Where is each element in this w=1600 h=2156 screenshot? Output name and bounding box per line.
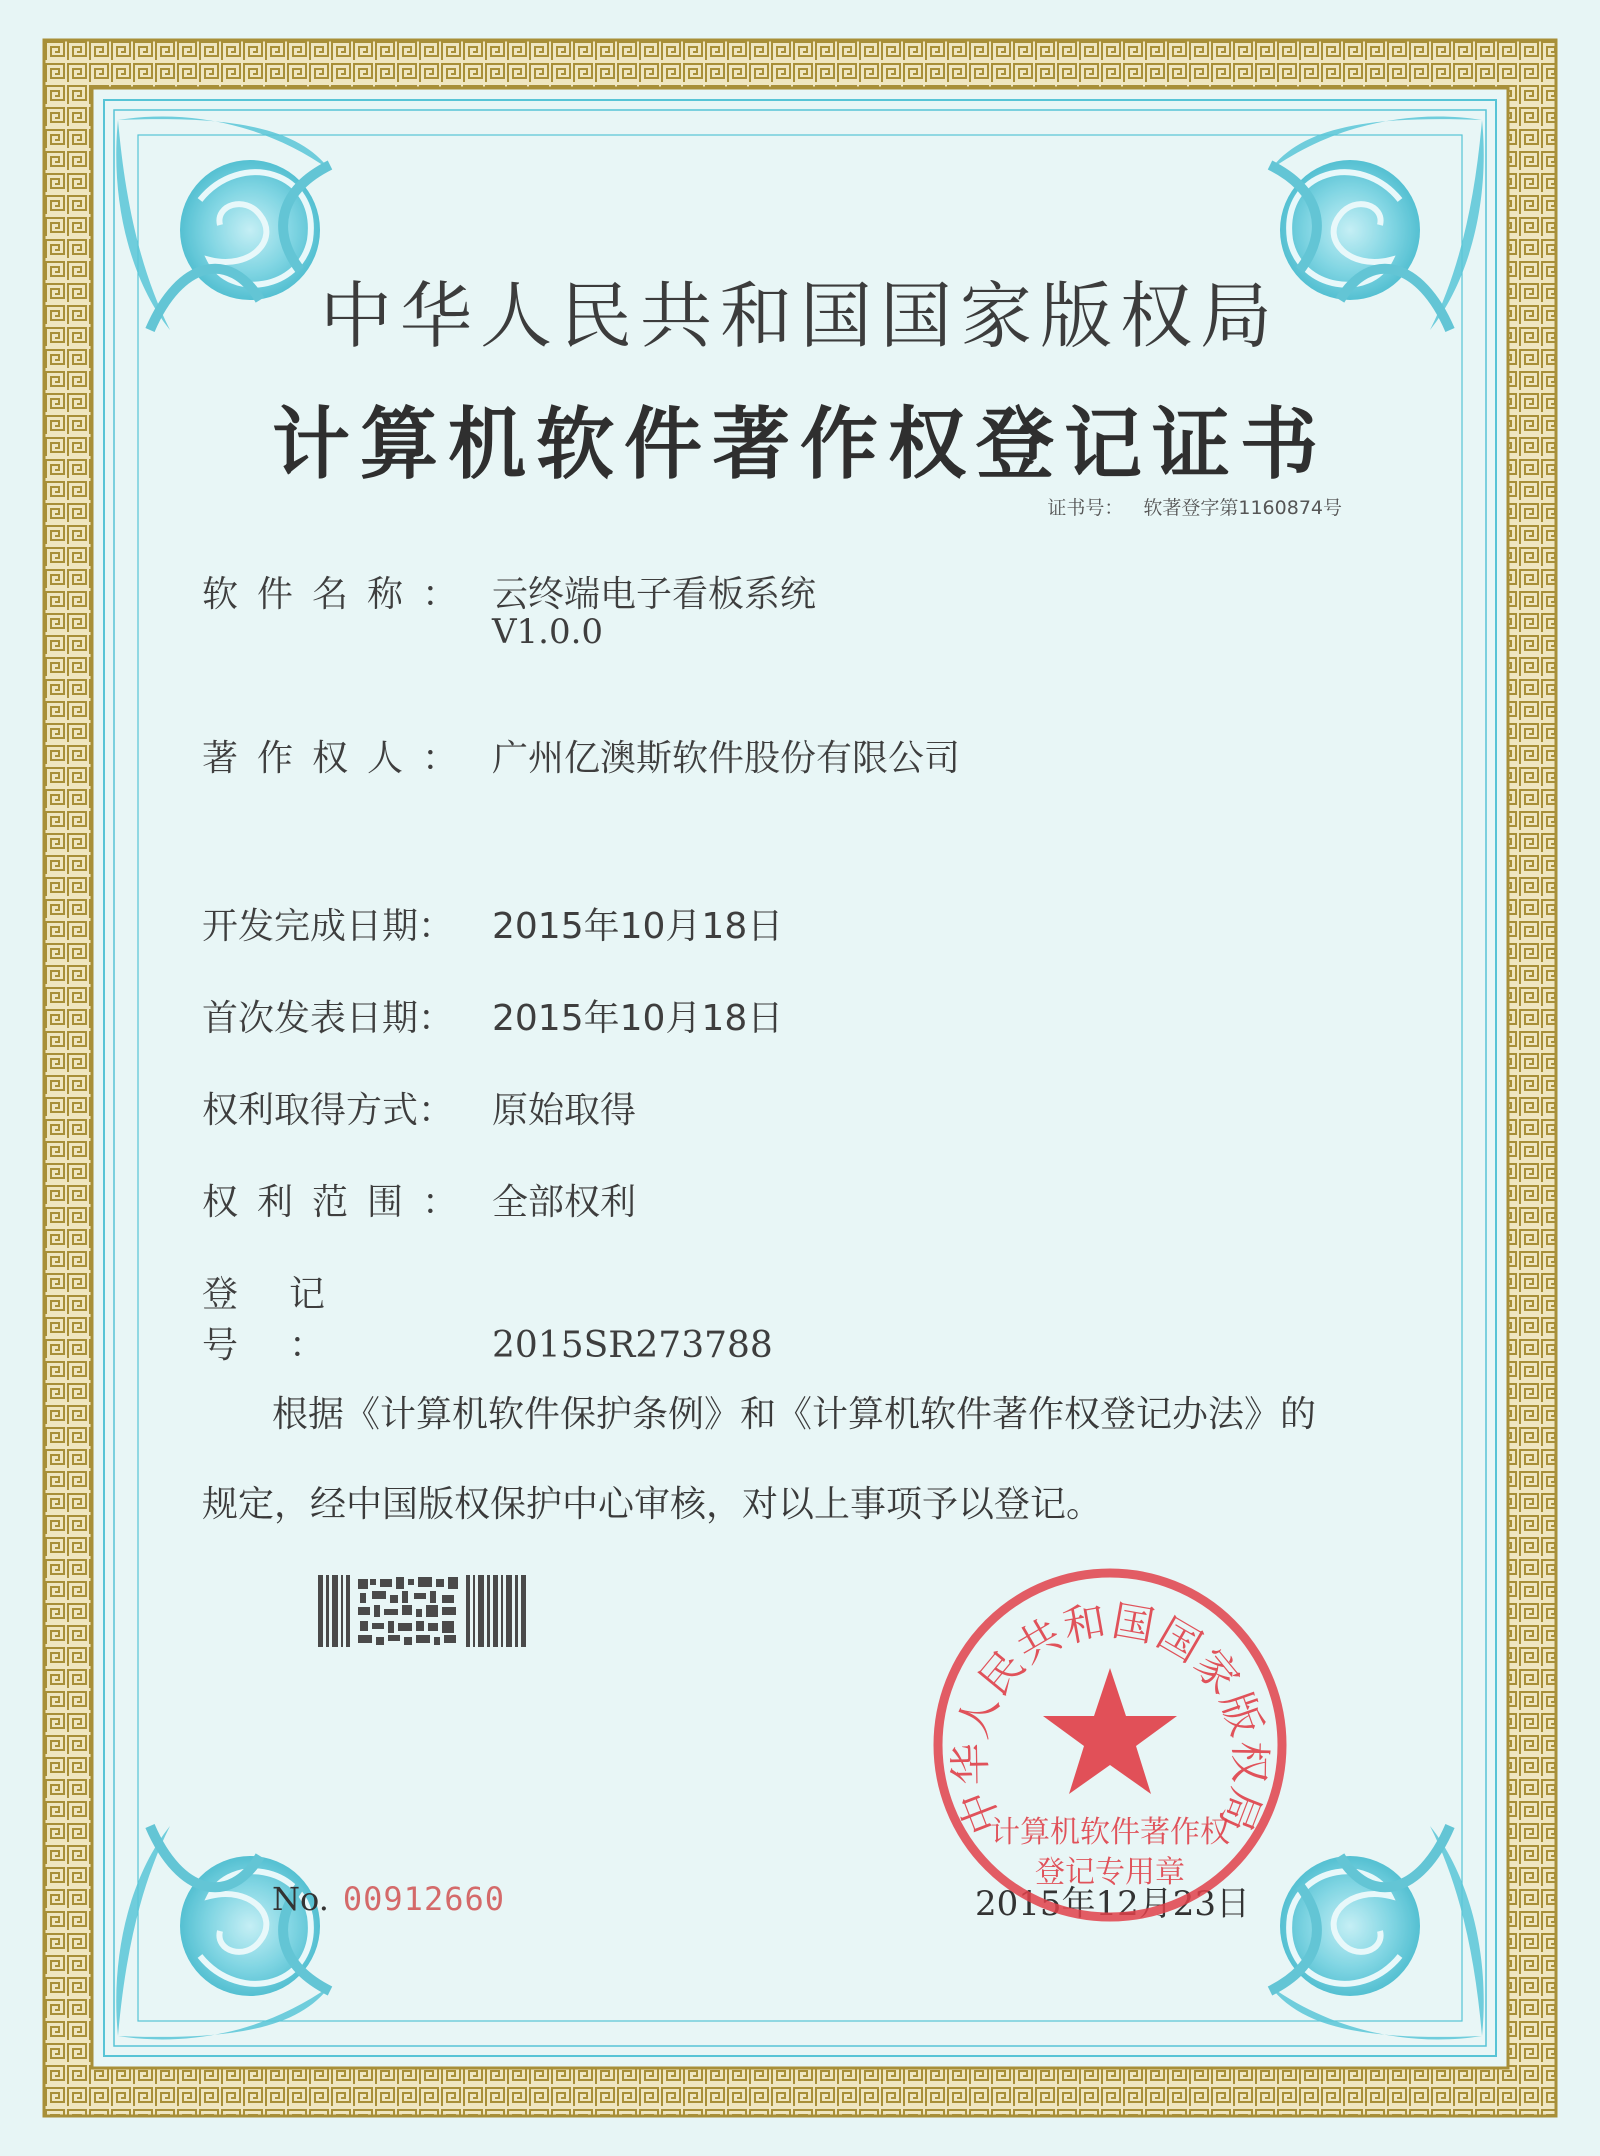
registration-label: 登记号： [202,1274,377,1366]
seal-line-2: 登记专用章 [1035,1855,1185,1890]
body-text-line-1: 根据《计算机软件保护条例》和《计算机软件著作权登记办法》的 [272,1394,1317,1435]
owner-label: 著作权人： [202,738,459,779]
serial-number [272,1880,505,1918]
barcode [318,1575,528,1647]
field-completion-date [202,898,783,949]
certificate-title: 计算机软件著作权登记证书 [271,399,1328,490]
official-seal [925,1560,1295,1930]
field-registration [202,1266,773,1368]
serial-number-label: No. [272,1880,329,1918]
certificate-number-value: 软著登字第1160874号 [1143,497,1342,519]
software-name-label: 软件名称： [202,574,459,615]
scope-value: 全部权利 [492,1182,637,1223]
certificate-number [1047,493,1342,520]
software-name-value: 云终端电子看板系统 [492,574,817,615]
issue-date: 2015年12月23日 [975,1884,1251,1924]
field-scope [202,1174,636,1225]
registration-value: 2015SR273788 [492,1325,773,1366]
scope-label: 权利范围： [202,1182,459,1223]
field-owner [202,730,960,781]
acquisition-value: 原始取得 [492,1090,637,1131]
publish-date-value: 2015年10月18日 [492,998,784,1039]
field-software-name [202,566,816,617]
software-version: V1.0.0 [492,612,604,652]
publish-date-label: 首次发表日期： [202,998,455,1039]
seal-ring-text: 中华人民共和国国家版权局 [945,1595,1275,1841]
field-publish-date [202,990,783,1041]
completion-date-value: 2015年10月18日 [492,906,784,947]
seal-star-icon [1043,1668,1177,1794]
acquisition-label: 权利取得方式： [202,1090,455,1131]
field-acquisition [202,1082,636,1133]
owner-value: 广州亿澳斯软件股份有限公司 [492,738,961,779]
certificate-number-label: 证书号： [1047,497,1124,519]
body-text-line-2: 规定，经中国版权保护中心审核，对以上事项予以登记。 [202,1484,1103,1525]
issuing-authority: 中华人民共和国国家版权局 [319,274,1280,358]
seal-line-1: 计算机软件著作权 [990,1815,1230,1850]
completion-date-label: 开发完成日期： [202,906,455,947]
serial-number-value: 00912660 [342,1880,505,1918]
